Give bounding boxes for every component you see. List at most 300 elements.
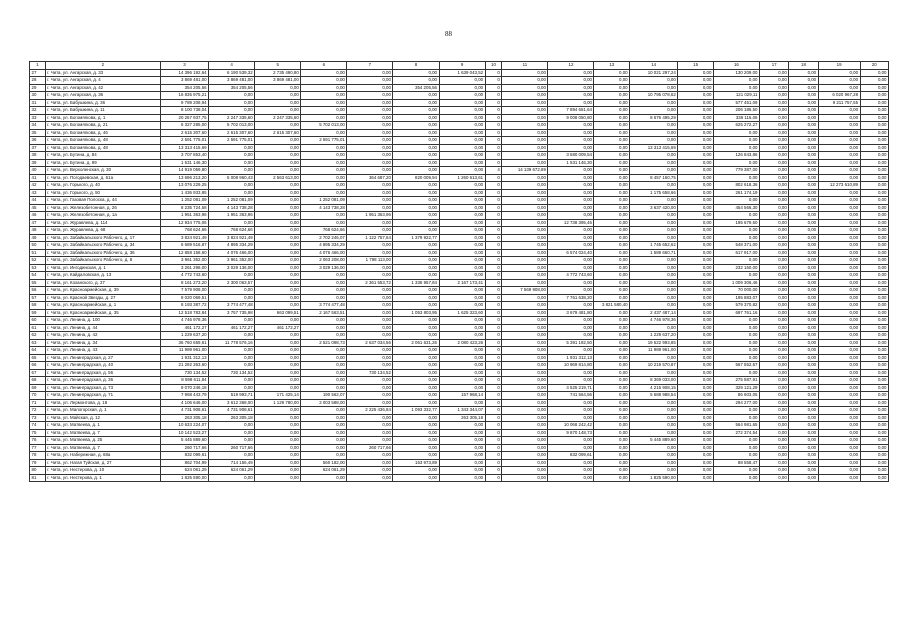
amount-cell: 3 707 853,40 bbox=[160, 152, 208, 160]
table-row bbox=[30, 249, 889, 257]
amount-cell: 0,00 bbox=[860, 452, 888, 460]
amount-cell: 0,00 bbox=[860, 144, 888, 152]
amount-cell: 0,00 bbox=[502, 422, 548, 430]
amount-cell: 11 778 576,16 bbox=[209, 339, 255, 347]
amount-cell: 0,00 bbox=[393, 129, 439, 137]
amount-cell: 0,00 bbox=[678, 294, 714, 302]
amount-cell: 0,00 bbox=[759, 264, 788, 272]
amount-cell: 0,00 bbox=[502, 152, 548, 160]
amount-cell: 0 bbox=[485, 77, 502, 85]
amount-cell: 0,00 bbox=[713, 272, 759, 280]
amount-cell: 0,00 bbox=[860, 152, 888, 160]
amount-cell: 0,00 bbox=[301, 84, 347, 92]
amount-cell: 0,00 bbox=[818, 422, 860, 430]
amount-cell: 0,00 bbox=[255, 407, 301, 415]
amount-cell: 0,00 bbox=[678, 159, 714, 167]
amount-cell: 0,00 bbox=[502, 92, 548, 100]
amount-cell: 0,00 bbox=[255, 197, 301, 205]
amount-cell: 0,00 bbox=[255, 167, 301, 175]
amount-cell: 0,00 bbox=[439, 302, 485, 310]
amount-cell: 0,00 bbox=[713, 137, 759, 145]
amount-cell: 0,00 bbox=[502, 392, 548, 400]
amount-cell: 0,00 bbox=[255, 294, 301, 302]
amount-cell: 0,00 bbox=[502, 317, 548, 325]
amount-cell: 1 931 312,13 bbox=[160, 354, 208, 362]
amount-cell: 0,00 bbox=[678, 467, 714, 475]
amount-cell: 0,00 bbox=[759, 287, 788, 295]
amount-cell: 0,00 bbox=[759, 384, 788, 392]
amount-cell: 86 603,05 bbox=[713, 392, 759, 400]
amount-cell: 0,00 bbox=[548, 137, 594, 145]
amount-cell: 0,00 bbox=[347, 452, 393, 460]
row-number-cell: 44 bbox=[30, 197, 46, 205]
amount-cell: 157 968,14 bbox=[439, 392, 485, 400]
amount-cell: 0,00 bbox=[860, 467, 888, 475]
table-row bbox=[30, 129, 889, 137]
amount-cell: 0,00 bbox=[439, 399, 485, 407]
amount-cell: 0,00 bbox=[209, 294, 255, 302]
amount-cell: 0,00 bbox=[630, 422, 678, 430]
amount-cell: 0,00 bbox=[678, 399, 714, 407]
address-cell: г. Чита, ул. Забайкальского Рабочего, д. 8 bbox=[45, 257, 160, 265]
amount-cell: 0,00 bbox=[393, 392, 439, 400]
table-row bbox=[30, 122, 889, 130]
amount-cell: 0,00 bbox=[860, 174, 888, 182]
amount-cell: 0,00 bbox=[860, 302, 888, 310]
amount-cell: 0,00 bbox=[860, 234, 888, 242]
amount-cell: 0,00 bbox=[548, 77, 594, 85]
amount-cell: 0,00 bbox=[255, 242, 301, 250]
amount-cell: 0,00 bbox=[548, 212, 594, 220]
amount-cell: 0,00 bbox=[818, 122, 860, 130]
table-row bbox=[30, 459, 889, 467]
amount-cell: 0,00 bbox=[301, 422, 347, 430]
amount-cell: 0,00 bbox=[789, 399, 818, 407]
amount-cell: 0,00 bbox=[678, 317, 714, 325]
amount-cell: 0,00 bbox=[789, 332, 818, 340]
row-number-cell: 66 bbox=[30, 362, 46, 370]
amount-cell: 0,00 bbox=[818, 437, 860, 445]
amount-cell: 0,00 bbox=[818, 272, 860, 280]
amount-cell: 0,00 bbox=[860, 444, 888, 452]
amount-cell: 0,00 bbox=[678, 362, 714, 370]
amount-cell: 0,00 bbox=[818, 414, 860, 422]
amount-cell: 0,00 bbox=[548, 474, 594, 482]
amount-cell: 195 883,07 bbox=[713, 294, 759, 302]
row-number-cell: 43 bbox=[30, 189, 46, 197]
amount-cell: 8 100 738,04 bbox=[160, 107, 208, 115]
amount-cell: 0,00 bbox=[548, 437, 594, 445]
amount-cell: 3 961 352,00 bbox=[160, 257, 208, 265]
amount-cell: 0,00 bbox=[594, 377, 630, 385]
amount-cell: 0,00 bbox=[255, 437, 301, 445]
amount-cell: 0,00 bbox=[678, 452, 714, 460]
amount-cell: 0,00 bbox=[439, 107, 485, 115]
amount-cell: 3 821 580,40 bbox=[594, 302, 630, 310]
amount-cell: 0,00 bbox=[548, 144, 594, 152]
amount-cell: 461 172,27 bbox=[160, 324, 208, 332]
amount-cell: 0,00 bbox=[789, 287, 818, 295]
amount-cell: 0,00 bbox=[678, 144, 714, 152]
amount-cell: 0,00 bbox=[301, 287, 347, 295]
amount-cell: 0,00 bbox=[209, 167, 255, 175]
amount-cell: 7 968 443,79 bbox=[160, 392, 208, 400]
amount-cell: 0,00 bbox=[759, 92, 788, 100]
amount-cell: 0,00 bbox=[209, 219, 255, 227]
amount-cell: 0,00 bbox=[759, 167, 788, 175]
amount-cell: 5 445 889,60 bbox=[160, 437, 208, 445]
table-row bbox=[30, 197, 889, 205]
amount-cell: 0,00 bbox=[630, 264, 678, 272]
amount-cell: 0,00 bbox=[594, 227, 630, 235]
address-cell: г. Чита, ул. Забайкальского Рабочего, д. 36 bbox=[45, 249, 160, 257]
amount-cell: 0,00 bbox=[594, 114, 630, 122]
amount-cell: 0,00 bbox=[502, 227, 548, 235]
amount-cell: 0,00 bbox=[818, 309, 860, 317]
amount-cell: 0,00 bbox=[439, 92, 485, 100]
amount-cell: 354 205,56 bbox=[209, 84, 255, 92]
column-number-cell: 2 bbox=[45, 62, 160, 70]
amount-cell: 1 931 312,13 bbox=[548, 354, 594, 362]
row-number-cell: 32 bbox=[30, 107, 46, 115]
row-number-cell: 27 bbox=[30, 69, 46, 77]
amount-cell: 0,00 bbox=[502, 69, 548, 77]
amount-cell: 70 000,00 bbox=[713, 287, 759, 295]
amount-cell: 0 bbox=[485, 362, 502, 370]
address-cell: г. Чита, ул. Коханского, д. 27 bbox=[45, 279, 160, 287]
amount-cell: 0,00 bbox=[678, 219, 714, 227]
amount-cell: 0,00 bbox=[818, 369, 860, 377]
amount-cell: 0,00 bbox=[759, 399, 788, 407]
amount-cell: 0,00 bbox=[502, 339, 548, 347]
amount-cell: 0,00 bbox=[439, 204, 485, 212]
amount-cell: 0,00 bbox=[818, 219, 860, 227]
amount-cell: 6 327 285,00 bbox=[160, 122, 208, 130]
amount-cell: 802 618,36 bbox=[713, 182, 759, 190]
amount-cell: 0,00 bbox=[678, 152, 714, 160]
amount-cell: 0 bbox=[485, 324, 502, 332]
amount-cell: 12 273 610,89 bbox=[818, 182, 860, 190]
amount-cell: 0,00 bbox=[789, 362, 818, 370]
amount-cell: 0,00 bbox=[594, 407, 630, 415]
amount-cell: 36 760 659,61 bbox=[160, 339, 208, 347]
amount-cell: 0,00 bbox=[502, 302, 548, 310]
row-number-cell: 69 bbox=[30, 384, 46, 392]
amount-cell: 364 687,20 bbox=[347, 174, 393, 182]
address-cell: г. Чита, ул. Ингодинская, д. 1 bbox=[45, 264, 160, 272]
amount-cell: 0,00 bbox=[301, 384, 347, 392]
amount-cell: 0,00 bbox=[818, 167, 860, 175]
row-number-cell: 28 bbox=[30, 77, 46, 85]
amount-cell: 0,00 bbox=[548, 182, 594, 190]
amount-cell: 0,00 bbox=[594, 429, 630, 437]
amount-cell: 0,00 bbox=[594, 189, 630, 197]
amount-cell: 0,00 bbox=[759, 137, 788, 145]
address-cell: г. Чита, ул. Красноармейская, д. 39 bbox=[45, 287, 160, 295]
amount-cell: 730 134,52 bbox=[209, 369, 255, 377]
register-table bbox=[29, 61, 889, 482]
row-number-cell: 65 bbox=[30, 354, 46, 362]
amount-cell: 0,00 bbox=[630, 84, 678, 92]
amount-cell: 195 679,60 bbox=[713, 219, 759, 227]
amount-cell: 6 689 516,87 bbox=[160, 242, 208, 250]
amount-cell: 0,00 bbox=[255, 219, 301, 227]
table-row bbox=[30, 107, 889, 115]
amount-cell: 0 bbox=[485, 257, 502, 265]
amount-cell: 0,00 bbox=[439, 99, 485, 107]
amount-cell: 0,00 bbox=[548, 227, 594, 235]
amount-cell: 0,00 bbox=[789, 69, 818, 77]
amount-cell: 12 858 158,60 bbox=[160, 249, 208, 257]
amount-cell: 0,00 bbox=[789, 452, 818, 460]
amount-cell: 0,00 bbox=[439, 422, 485, 430]
amount-cell: 0,00 bbox=[630, 137, 678, 145]
amount-cell: 2 061 631,26 bbox=[393, 339, 439, 347]
table-row bbox=[30, 182, 889, 190]
amount-cell: 0,00 bbox=[678, 92, 714, 100]
column-number-cell: 15 bbox=[678, 62, 714, 70]
amount-cell: 0,00 bbox=[818, 452, 860, 460]
amount-cell: 0,00 bbox=[713, 234, 759, 242]
column-number-cell: 5 bbox=[255, 62, 301, 70]
amount-cell: 0,00 bbox=[393, 227, 439, 235]
amount-cell: 0,00 bbox=[502, 234, 548, 242]
amount-cell: 0,00 bbox=[347, 317, 393, 325]
amount-cell: 0,00 bbox=[255, 459, 301, 467]
amount-cell: 8 598 611,84 bbox=[160, 377, 208, 385]
amount-cell: 4 731 908,61 bbox=[160, 407, 208, 415]
row-number-cell: 63 bbox=[30, 339, 46, 347]
amount-cell: 0,00 bbox=[713, 174, 759, 182]
amount-cell: 0,00 bbox=[209, 99, 255, 107]
amount-cell: 0,00 bbox=[548, 197, 594, 205]
amount-cell: 0,00 bbox=[818, 279, 860, 287]
amount-cell: 0,00 bbox=[759, 212, 788, 220]
amount-cell: 3 029 136,00 bbox=[209, 264, 255, 272]
amount-cell: 14 139 672,89 bbox=[502, 167, 548, 175]
amount-cell: 0,00 bbox=[301, 414, 347, 422]
address-cell: г. Чита, ул. Забайкальского Рабочего, д. 34 bbox=[45, 242, 160, 250]
amount-cell: 0,00 bbox=[678, 264, 714, 272]
amount-cell: 0,00 bbox=[759, 279, 788, 287]
amount-cell: 0,00 bbox=[678, 474, 714, 482]
amount-cell: 0,00 bbox=[789, 354, 818, 362]
amount-cell: 0,00 bbox=[789, 182, 818, 190]
address-cell: г. Чита, ул. Матвеева, д. 7 bbox=[45, 444, 160, 452]
address-cell: г. Чита, ул. Богомягкова, д. 48 bbox=[45, 137, 160, 145]
amount-cell: 0,00 bbox=[347, 144, 393, 152]
amount-cell: 0,00 bbox=[594, 324, 630, 332]
amount-cell: 0,00 bbox=[502, 84, 548, 92]
amount-cell: 0,00 bbox=[759, 429, 788, 437]
amount-cell: 0,00 bbox=[393, 444, 439, 452]
address-cell: г. Чита, ул. Красноармейская, д. 35 bbox=[45, 309, 160, 317]
amount-cell: 7 569 908,00 bbox=[502, 287, 548, 295]
amount-cell: 0,00 bbox=[393, 377, 439, 385]
row-number-cell: 70 bbox=[30, 392, 46, 400]
amount-cell: 88 558,47 bbox=[713, 459, 759, 467]
amount-cell: 0,00 bbox=[678, 354, 714, 362]
row-number-cell: 57 bbox=[30, 294, 46, 302]
amount-cell: 3 961 352,00 bbox=[209, 257, 255, 265]
amount-cell: 0,00 bbox=[818, 242, 860, 250]
address-cell: г. Чита, ул. Верхоленская, д. 30 bbox=[45, 167, 160, 175]
amount-cell: 0,00 bbox=[594, 437, 630, 445]
amount-cell: 10 021 297,24 bbox=[630, 69, 678, 77]
row-number-cell: 34 bbox=[30, 122, 46, 130]
row-number-cell: 55 bbox=[30, 279, 46, 287]
amount-cell: 3 029 136,00 bbox=[301, 264, 347, 272]
amount-cell: 0,00 bbox=[439, 129, 485, 137]
amount-cell: 0,00 bbox=[255, 227, 301, 235]
table-row bbox=[30, 287, 889, 295]
amount-cell: 13 313 415,69 bbox=[160, 144, 208, 152]
amount-cell: 0,00 bbox=[594, 257, 630, 265]
address-cell: г. Чита, ул. Нестерова, д. 1 bbox=[45, 474, 160, 482]
amount-cell: 0,00 bbox=[759, 189, 788, 197]
address-cell: г. Чита, ул. Погодаевская, д. 61а bbox=[45, 174, 160, 182]
amount-cell: 0,00 bbox=[548, 189, 594, 197]
amount-cell: 0,00 bbox=[301, 144, 347, 152]
amount-cell: 0,00 bbox=[818, 354, 860, 362]
amount-cell: 0,00 bbox=[630, 227, 678, 235]
amount-cell: 0,00 bbox=[818, 144, 860, 152]
amount-cell: 0,00 bbox=[347, 324, 393, 332]
column-number-row bbox=[30, 62, 889, 70]
amount-cell: 0,00 bbox=[502, 159, 548, 167]
amount-cell: 8 235 724,58 bbox=[160, 204, 208, 212]
row-number-cell: 29 bbox=[30, 84, 46, 92]
amount-cell: 0,00 bbox=[594, 167, 630, 175]
amount-cell: 0,00 bbox=[594, 77, 630, 85]
row-number-cell: 68 bbox=[30, 377, 46, 385]
amount-cell: 0,00 bbox=[818, 84, 860, 92]
amount-cell: 0,00 bbox=[818, 429, 860, 437]
amount-cell: 5 702 013,00 bbox=[209, 122, 255, 130]
amount-cell: 0,00 bbox=[502, 452, 548, 460]
amount-cell: 0,00 bbox=[860, 99, 888, 107]
address-cell: г. Чита, ул. Набережная, д. 68а bbox=[45, 452, 160, 460]
amount-cell: 0,00 bbox=[594, 347, 630, 355]
amount-cell: 0,00 bbox=[860, 422, 888, 430]
amount-cell: 0,00 bbox=[209, 362, 255, 370]
amount-cell: 0,00 bbox=[439, 377, 485, 385]
amount-cell: 0,00 bbox=[594, 414, 630, 422]
amount-cell: 0,00 bbox=[301, 99, 347, 107]
address-cell: г. Чита, ул. Ленинградская, д. 56 bbox=[45, 369, 160, 377]
amount-cell: 1 436 933,85 bbox=[160, 189, 208, 197]
amount-cell: 0,00 bbox=[502, 332, 548, 340]
amount-cell: 0,00 bbox=[347, 467, 393, 475]
amount-cell: 0 bbox=[485, 302, 502, 310]
amount-cell: 2 003 588,00 bbox=[301, 399, 347, 407]
amount-cell: 0,00 bbox=[818, 339, 860, 347]
amount-cell: 0,00 bbox=[818, 137, 860, 145]
table-row bbox=[30, 414, 889, 422]
row-number-cell: 51 bbox=[30, 249, 46, 257]
amount-cell: 0 bbox=[485, 294, 502, 302]
column-number-cell: 9 bbox=[439, 62, 485, 70]
table-row bbox=[30, 144, 889, 152]
amount-cell: 0,00 bbox=[789, 437, 818, 445]
amount-cell: 0,00 bbox=[347, 294, 393, 302]
amount-cell: 0,00 bbox=[255, 212, 301, 220]
amount-cell: 0,00 bbox=[393, 189, 439, 197]
amount-cell: 0,00 bbox=[439, 332, 485, 340]
amount-cell: 7 894 651,64 bbox=[548, 107, 594, 115]
amount-cell: 0 bbox=[485, 474, 502, 482]
amount-cell: 0,00 bbox=[301, 212, 347, 220]
amount-cell: 0,00 bbox=[594, 317, 630, 325]
column-number-cell: 1 bbox=[30, 62, 46, 70]
amount-cell: 0,00 bbox=[393, 99, 439, 107]
amount-cell: 0,00 bbox=[759, 159, 788, 167]
amount-cell: 0,00 bbox=[594, 422, 630, 430]
amount-cell: 0,00 bbox=[630, 302, 678, 310]
table-row bbox=[30, 384, 889, 392]
amount-cell: 0,00 bbox=[439, 459, 485, 467]
address-cell: г. Чита, ул. Журавлева, д. 114 bbox=[45, 219, 160, 227]
row-number-cell: 49 bbox=[30, 234, 46, 242]
column-number-cell: 18 bbox=[789, 62, 818, 70]
amount-cell: 0,00 bbox=[594, 152, 630, 160]
amount-cell: 0,00 bbox=[789, 77, 818, 85]
row-number-cell: 81 bbox=[30, 474, 46, 482]
amount-cell: 2 300 063,57 bbox=[209, 279, 255, 287]
amount-cell: 10 795 078,62 bbox=[630, 92, 678, 100]
amount-cell: 0,00 bbox=[594, 339, 630, 347]
amount-cell: 2 563 613,00 bbox=[255, 174, 301, 182]
amount-cell: 171 425,14 bbox=[255, 392, 301, 400]
amount-cell: 5 702 013,00 bbox=[301, 122, 347, 130]
amount-cell: 0,00 bbox=[594, 212, 630, 220]
amount-cell: 768 624,66 bbox=[209, 227, 255, 235]
amount-cell: 0,00 bbox=[301, 219, 347, 227]
amount-cell: 0,00 bbox=[548, 234, 594, 242]
amount-cell: 0 bbox=[485, 159, 502, 167]
amount-cell: 0,00 bbox=[439, 249, 485, 257]
amount-cell: 0,00 bbox=[594, 84, 630, 92]
amount-cell: 0,00 bbox=[860, 77, 888, 85]
amount-cell: 0,00 bbox=[301, 362, 347, 370]
amount-cell: 0,00 bbox=[393, 302, 439, 310]
amount-cell: 0,00 bbox=[818, 377, 860, 385]
amount-cell: 0,00 bbox=[548, 287, 594, 295]
amount-cell: 0,00 bbox=[594, 107, 630, 115]
table-row bbox=[30, 227, 889, 235]
amount-cell: 0 bbox=[485, 212, 502, 220]
address-cell: г. Чита, ул. Железобетонная, д. 1а bbox=[45, 212, 160, 220]
amount-cell: 0,00 bbox=[548, 459, 594, 467]
amount-cell: 232 160,00 bbox=[713, 264, 759, 272]
amount-cell: 0,00 bbox=[393, 437, 439, 445]
amount-cell: 0,00 bbox=[818, 227, 860, 235]
amount-cell: 1 343 344,07 bbox=[439, 407, 485, 415]
amount-cell: 0,00 bbox=[439, 122, 485, 130]
amount-cell: 0,00 bbox=[502, 377, 548, 385]
amount-cell: 0,00 bbox=[759, 242, 788, 250]
amount-cell: 0,00 bbox=[860, 429, 888, 437]
address-cell: г. Чита, ул. Малогорская, д. 1 bbox=[45, 407, 160, 415]
column-number-cell: 14 bbox=[630, 62, 678, 70]
amount-cell: 0,00 bbox=[548, 92, 594, 100]
amount-cell: 0,00 bbox=[789, 242, 818, 250]
amount-cell: 0,00 bbox=[818, 302, 860, 310]
amount-cell: 0,00 bbox=[439, 354, 485, 362]
amount-cell: 0,00 bbox=[789, 219, 818, 227]
amount-cell: 0,00 bbox=[301, 474, 347, 482]
row-number-cell: 71 bbox=[30, 399, 46, 407]
